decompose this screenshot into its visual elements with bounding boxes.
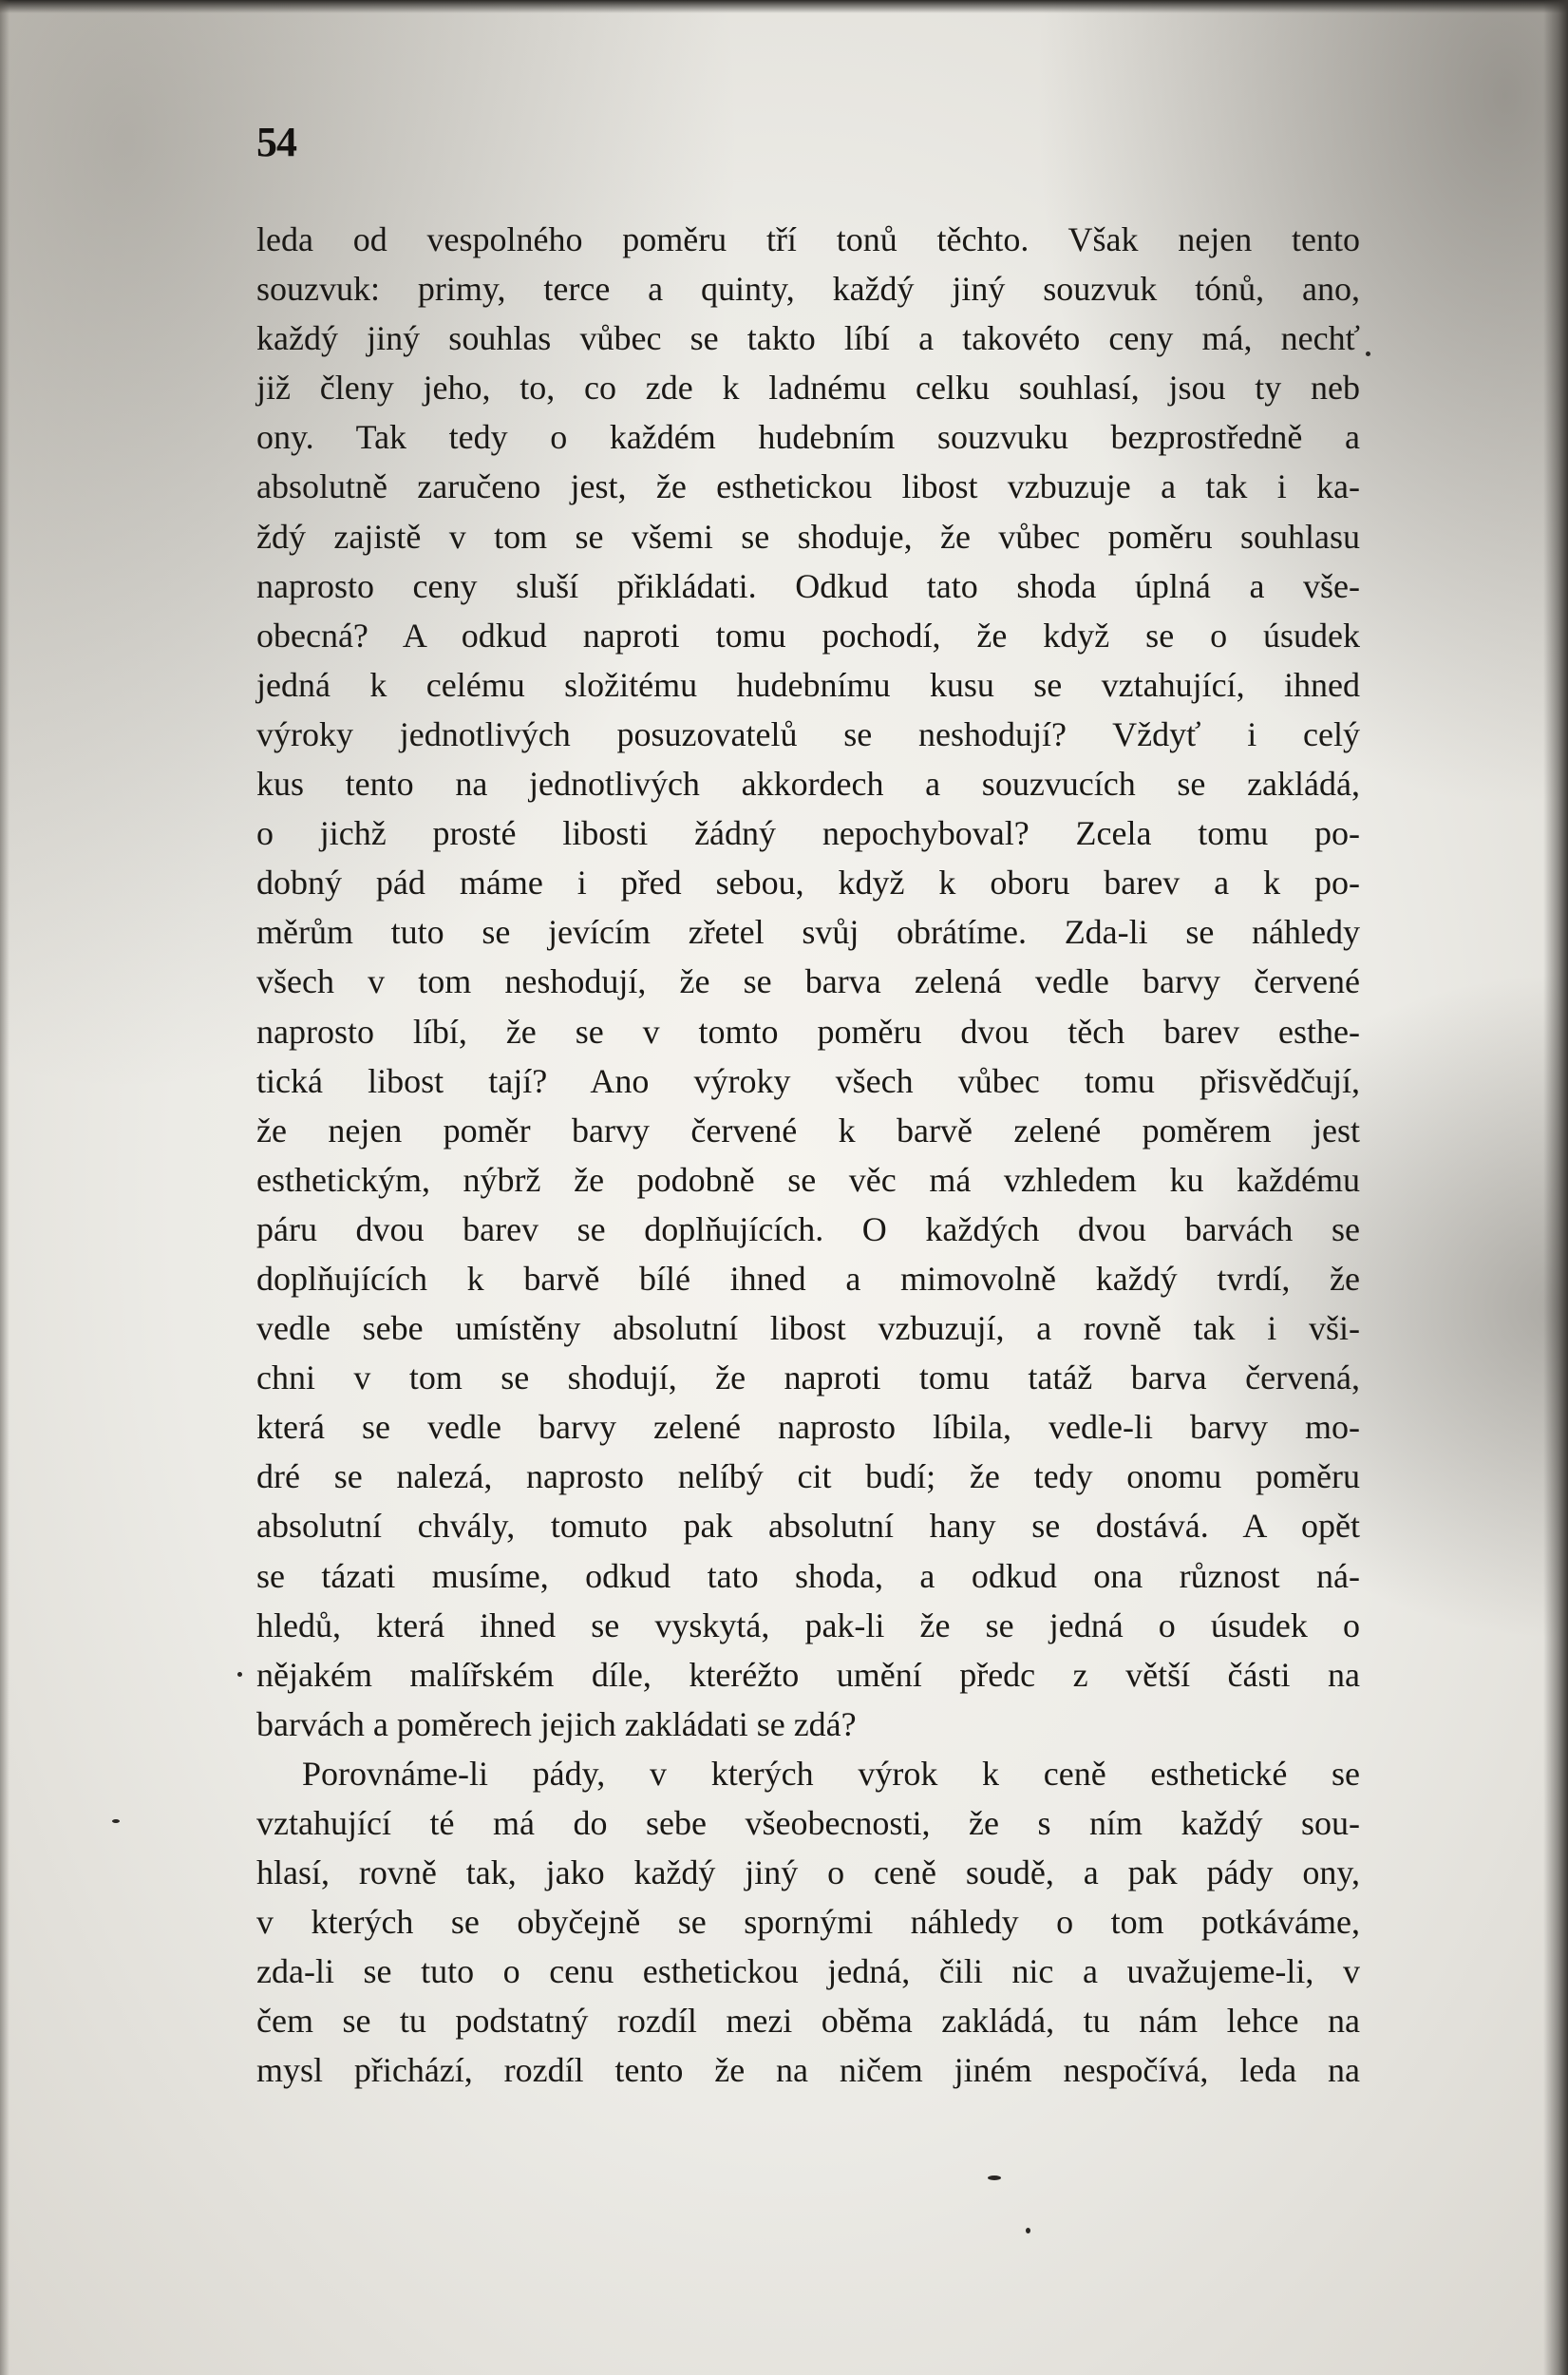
scan-speck [988,2176,1001,2180]
text-line: tická libost tají? Ano výroky všech vůbec tomu přisvědčují, [256,1061,1360,1100]
text-line: barvách a poměrech jejich zakládati se zdá? [256,1704,857,1743]
text-line: dobný pád máme i před sebou, když k oboru barev a k po- [256,864,1360,902]
text-line: každý jiný souhlas vůbec se takto líbí a takovéto ceny má, nechť [256,319,1360,358]
text-line: vztahující té má do sebe všeobecnosti, že s ním každý sou- [256,1804,1360,1842]
text-line: kus tento na jednotlivých akkordech a souzvucích se zakládá, [256,765,1360,804]
text-line: hledů, která ihned se vyskytá, pak-li že se jedná o úsudek o [256,1606,1360,1644]
text-line: v kterých se obyčejně se spornými náhledy o tom potkáváme, [256,1903,1360,1942]
text-line: hlasí, rovně tak, jako každý jiný o ceně soudě, a pak pády ony, [256,1853,1360,1892]
text-line: ony. Tak tedy o každém hudebním souzvuku bezprostředně a [256,418,1360,457]
text-line: nějakém malířském díle, kteréžto umění předc z větší části na [256,1655,1360,1694]
text-line: absolutní chvály, tomuto pak absolutní hany se dostává. A opět [256,1507,1360,1546]
scan-speck [1366,352,1370,356]
text-line: doplňujících k barvě bílé ihned a mimovolně každý tvrdí, že [256,1259,1360,1298]
text-line: Porovnáme-li pády, v kterých výrok k ceně esthetické se [302,1754,1360,1793]
text-line: čem se tu podstatný rozdíl mezi oběma zakládá, tu nám lehce na [256,2002,1360,2041]
text-line: mysl přichází, rozdíl tento že na ničem jiném nespočívá, leda na [256,2051,1360,2090]
page-number: 54 [256,119,296,165]
text-line: všech v tom neshodují, že se barva zelená vedle barvy červené [256,962,1360,1001]
text-line: absolutně zaručeno jest, že esthetickou libost vzbuzuje a tak i ka- [256,467,1360,506]
text-line: výroky jednotlivých posuzovatelů se neshodují? Vždyť i celý [256,714,1360,753]
scan-speck [237,1672,242,1677]
text-line: která se vedle barvy zelené naprosto líbila, vedle-li barvy mo- [256,1408,1360,1447]
text-line: že nejen poměr barvy červené k barvě zelené poměrem jest [256,1111,1360,1150]
text-line: již členy jeho, to, co zde k ladnému celku souhlasí, jsou ty neb [256,369,1360,408]
scan-speck [1026,2228,1030,2233]
text-line: se tázati musíme, odkud tato shoda, a odkud ona různost ná- [256,1556,1360,1595]
page-edge-shadow-right [1543,0,1568,2375]
text-line: chni v tom se shodují, že naproti tomu tatáž barva červená, [256,1358,1360,1397]
text-line: měrům tuto se jevícím zřetel svůj obrátíme. Zda-li se náhledy [256,913,1360,952]
text-line: souzvuk: primy, terce a quinty, každý jiný souzvuk tónů, ano, [256,270,1360,309]
body-text [256,215,1360,2096]
text-line: o jichž prosté libosti žádný nepochyboval? Zcela tomu po- [256,814,1360,853]
text-line: ždý zajistě v tom se všemi se shoduje, že vůbec poměru souhlasu [256,517,1360,556]
text-line: leda od vespolného poměru tří tonů těchto. Však nejen tento [256,220,1360,258]
text-line: páru dvou barev se doplňujících. O každých dvou barvách se [256,1209,1360,1248]
text-line: vedle sebe umístěny absolutní libost vzbuzují, a rovně tak i vši- [256,1309,1360,1348]
text-line: esthetickým, nýbrž že podobně se věc má vzhledem ku každému [256,1160,1360,1199]
text-line: naprosto ceny sluší přikládati. Odkud tato shoda úplná a vše- [256,566,1360,605]
scan-speck [112,1819,120,1823]
text-line: zda-li se tuto o cenu esthetickou jedná, čili nic a uvažujeme-li, v [256,1952,1360,1991]
text-line: naprosto líbí, že se v tomto poměru dvou těch barev esthe- [256,1012,1360,1051]
text-line: dré se nalezá, naprosto nelíbý cit budí; že tedy onomu poměru [256,1457,1360,1496]
text-line: jedná k celému složitému hudebnímu kusu se vztahující, ihned [256,665,1360,704]
text-line: obecná? A odkud naproti tomu pochodí, že když se o úsudek [256,616,1360,655]
page-edge-shadow-left [0,0,9,2375]
page-edge-shadow-top [0,0,1568,13]
